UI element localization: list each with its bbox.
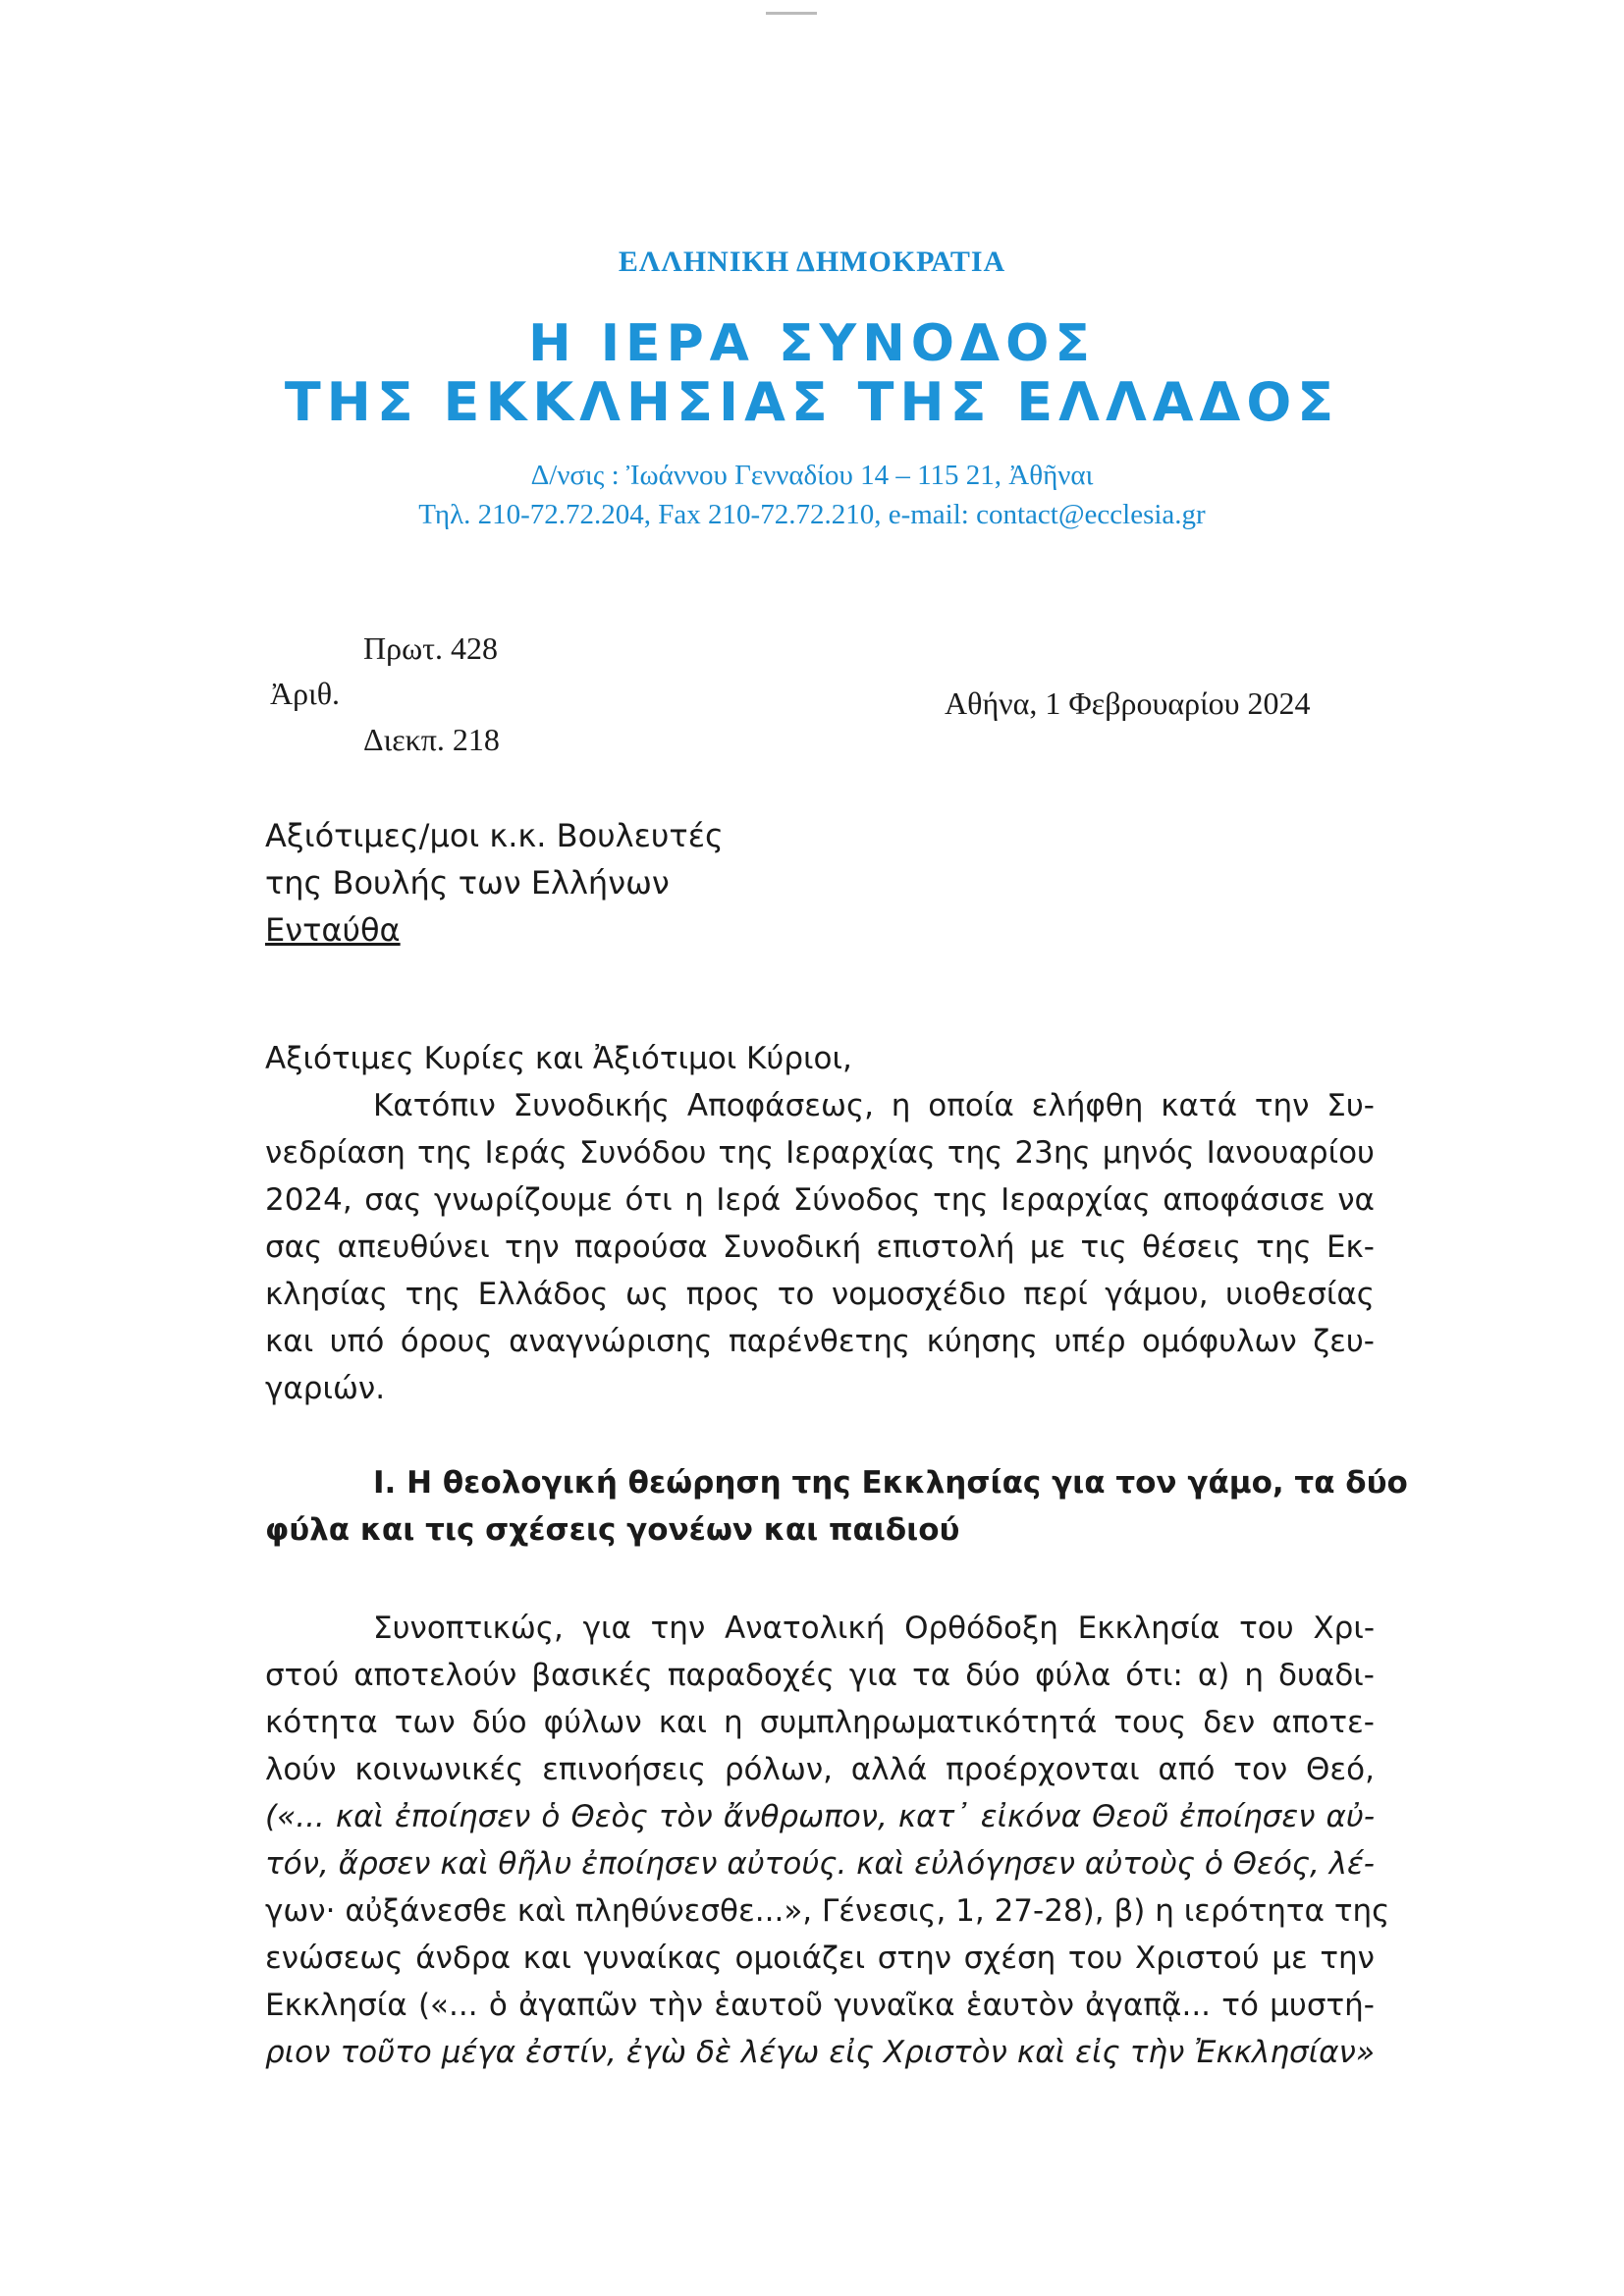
paragraph-2-line-4: λούν κοινωνικές επινοήσεις ρόλων, αλλά προέρχονται από τον Θεό, [265,1752,1375,1787]
paragraph-2-line-3: κότητα των δύο φύλων και η συμπληρωματικότητά τους δεν αποτε- [265,1705,1375,1740]
paragraph-2-line-2: στού αποτελούν βασικές παραδοχές για τα δύο φύλα ότι: α) η δυαδι- [265,1658,1375,1693]
paragraph-2-line-8: ενώσεως άνδρα και γυναίκας ομοιάζει στην σχέση του Χριστού με την [265,1941,1375,1976]
letterhead-republic: ΕΛΛΗΝΙΚΗ ΔΗΜΟΚΡΑΤΙΑ [618,246,1006,278]
paragraph-1-line-7: γαριών. [265,1371,386,1406]
letterhead-contact: Τηλ. 210-72.72.204, Fax 210-72.72.210, e-mail: contact@ecclesia.gr [418,499,1206,530]
paragraph-1-line-3: 2024, σας γνωρίζουμε ότι η Ιερά Σύνοδος της Ιεραρχίας αποφάσισε να [265,1182,1375,1218]
paragraph-1-line-5: κλησίας της Ελλάδος ως προς το νομοσχέδιο περί γάμου, υιοθεσίας [265,1277,1375,1312]
recipient-line-3: Ενταύθα [265,911,401,949]
number-label: Ἀριθ. [270,676,341,711]
section-heading-line-1: Ι. Η θεολογική θεώρηση της Εκκλησίας για τον γάμο, τα δύο [373,1465,1408,1501]
paragraph-1-line-4: σας απευθύνει την παρούσα Συνοδική επιστολή με τις θέσεις της Εκ- [265,1230,1375,1265]
recipient-line-1: Αξιότιμες/μοι κ.κ. Βουλευτές [265,817,724,854]
paragraph-2-line-7: γων· αὐξάνεσθε καὶ πληθύνεσθε...», Γένεσις, 1, 27-28), β) η ιερότητα της [265,1893,1390,1929]
paragraph-2-line-10: ριον τοῦτο μέγα ἐστίν, ἐγὼ δὲ λέγω εἰς Χριστὸν καὶ εἰς τὴν Ἐκκλησίαν» [265,2035,1375,2070]
letterhead-synod-line-2: ΤΗΣ ΕΚΚΛΗΣΙΑΣ ΤΗΣ ΕΛΛΑΔΟΣ [284,371,1340,433]
dispatch-number: Διεκπ. 218 [363,722,500,757]
paragraph-2-line-9: Εκκλησία («... ὁ ἀγαπῶν τὴν ἑαυτοῦ γυναῖκα ἑαυτὸν ἀγαπᾷ... τό μυστή- [265,1988,1375,2023]
salutation: Αξιότιμες Κυρίες και Ἀξιότιμοι Κύριοι, [265,1041,852,1076]
paragraph-2-line-6: τόν, ἄρσεν καὶ θῆλυ ἐποίησεν αὐτούς. καὶ εὐλόγησεν αὐτοὺς ὁ Θεός, λέ- [265,1846,1375,1882]
scan-mark [766,12,817,15]
section-heading-line-2: φύλα και τις σχέσεις γονέων και παιδιού [265,1512,960,1548]
protocol-number: Πρωτ. 428 [363,630,498,666]
paragraph-2-line-1: Συνοπτικώς, για την Ανατολική Ορθόδοξη Εκκλησία του Χρι- [373,1611,1375,1646]
paragraph-2-line-5: («... καὶ ἐποίησεν ὁ Θεὸς τὸν ἄνθρωπον, κατ᾽ εἰκόνα Θεοῦ ἐποίησεν αὐ- [265,1799,1375,1834]
paragraph-1-line-1: Κατόπιν Συνοδικής Αποφάσεως, η οποία ελήφθη κατά την Συ- [373,1088,1375,1123]
paragraph-1-line-6: και υπό όρους αναγνώρισης παρένθετης κύησης υπέρ ομόφυλων ζευ- [265,1324,1375,1359]
letter-date: Αθήνα, 1 Φεβρουαρίου 2024 [945,685,1311,721]
letterhead-address: Δ/νσις : Ἰωάννου Γενναδίου 14 – 115 21, Ἀθῆναι [530,460,1094,491]
letterhead-synod-line-1: Η ΙΕΡΑ ΣΥΝΟΔΟΣ [528,314,1096,373]
recipient-line-2: της Βουλής των Ελλήνων [265,864,670,902]
paragraph-1-line-2: νεδρίαση της Ιεράς Συνόδου της Ιεραρχίας της 23ης μηνός Ιανουαρίου [265,1135,1375,1171]
